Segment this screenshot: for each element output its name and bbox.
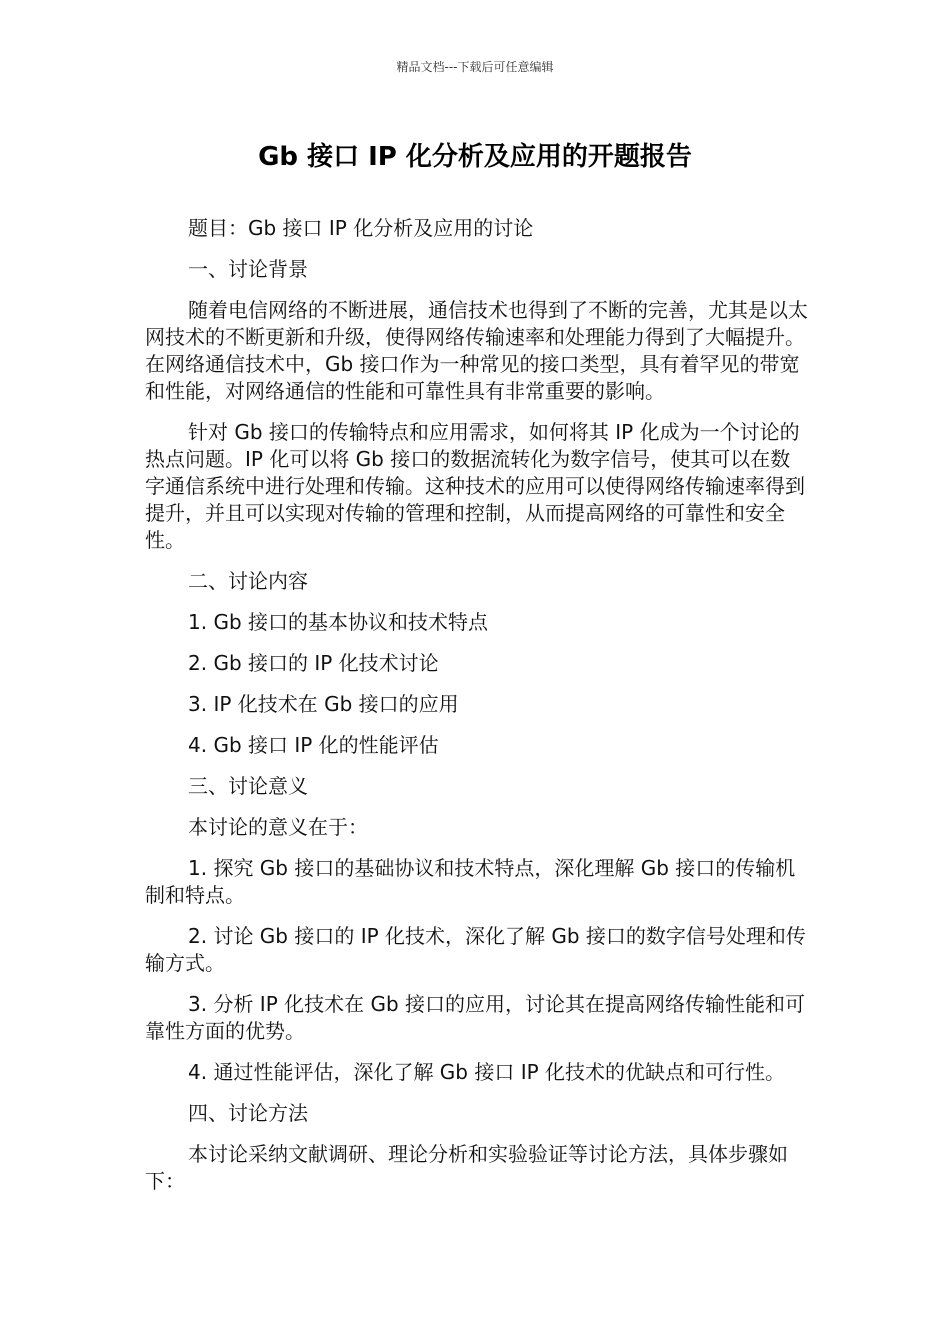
paragraph-method: 本讨论采纳文献调研、理论分析和实验验证等讨论方法，具体步骤如下：: [145, 1142, 788, 1193]
content-item-3: 3. IP 化技术在 Gb 接口的应用: [188, 692, 459, 716]
paragraph-background-2: 针对 Gb 接口的传输特点和应用需求，如何将其 IP 化成为一个讨论的热点问题。IP 化可以将 Gb 接口的数据流转化为数字信号，使其可以在数字通信系统中进行处理和传输。这种技术的应用可以使得网络传输速率得到提升，并且可以实现对传输的管理和控制，从而提高网络的可靠性和安全性。: [145, 420, 805, 552]
document-title: Gb 接口 IP 化分析及应用的开题报告: [258, 142, 692, 172]
significance-item-1: 1. 探究 Gb 接口的基础协议和技术特点，深化理解 Gb 接口的传输机制和特点。: [145, 856, 796, 907]
paragraph-background-1: 随着电信网络的不断进展，通信技术也得到了不断的完善，尤其是以太网技术的不断更新和升级，使得网络传输速率和处理能力得到了大幅提升。在网络通信技术中，Gb 接口作为一种常见的接口类型，具有着罕见的带宽和性能，对网络通信的性能和可靠性具有非常重要的影响。: [145, 298, 808, 403]
heading-background: 一、讨论背景: [188, 257, 308, 281]
heading-significance: 三、讨论意义: [188, 774, 308, 798]
document-body: [145, 215, 810, 1209]
header-note: 精品文档---下载后可任意编辑: [396, 60, 554, 74]
content-item-4: 4. Gb 接口 IP 化的性能评估: [188, 733, 439, 757]
significance-item-2: 2. 讨论 Gb 接口的 IP 化技术，深化了解 Gb 接口的数字信号处理和传输方式。: [145, 924, 806, 975]
significance-item-3: 3. 分析 IP 化技术在 Gb 接口的应用，讨论其在提高网络传输性能和可靠性方面的优势。: [145, 992, 806, 1043]
heading-method: 四、讨论方法: [188, 1101, 308, 1125]
content-item-1: 1. Gb 接口的基本协议和技术特点: [188, 610, 488, 634]
paragraph-topic: 题目：Gb 接口 IP 化分析及应用的讨论: [188, 216, 534, 240]
content-item-2: 2. Gb 接口的 IP 化技术讨论: [188, 651, 439, 675]
significance-item-4: 4. 通过性能评估，深化了解 Gb 接口 IP 化技术的优缺点和可行性。: [188, 1060, 786, 1084]
heading-content: 二、讨论内容: [188, 569, 308, 593]
paragraph-significance-intro: 本讨论的意义在于：: [188, 815, 368, 839]
